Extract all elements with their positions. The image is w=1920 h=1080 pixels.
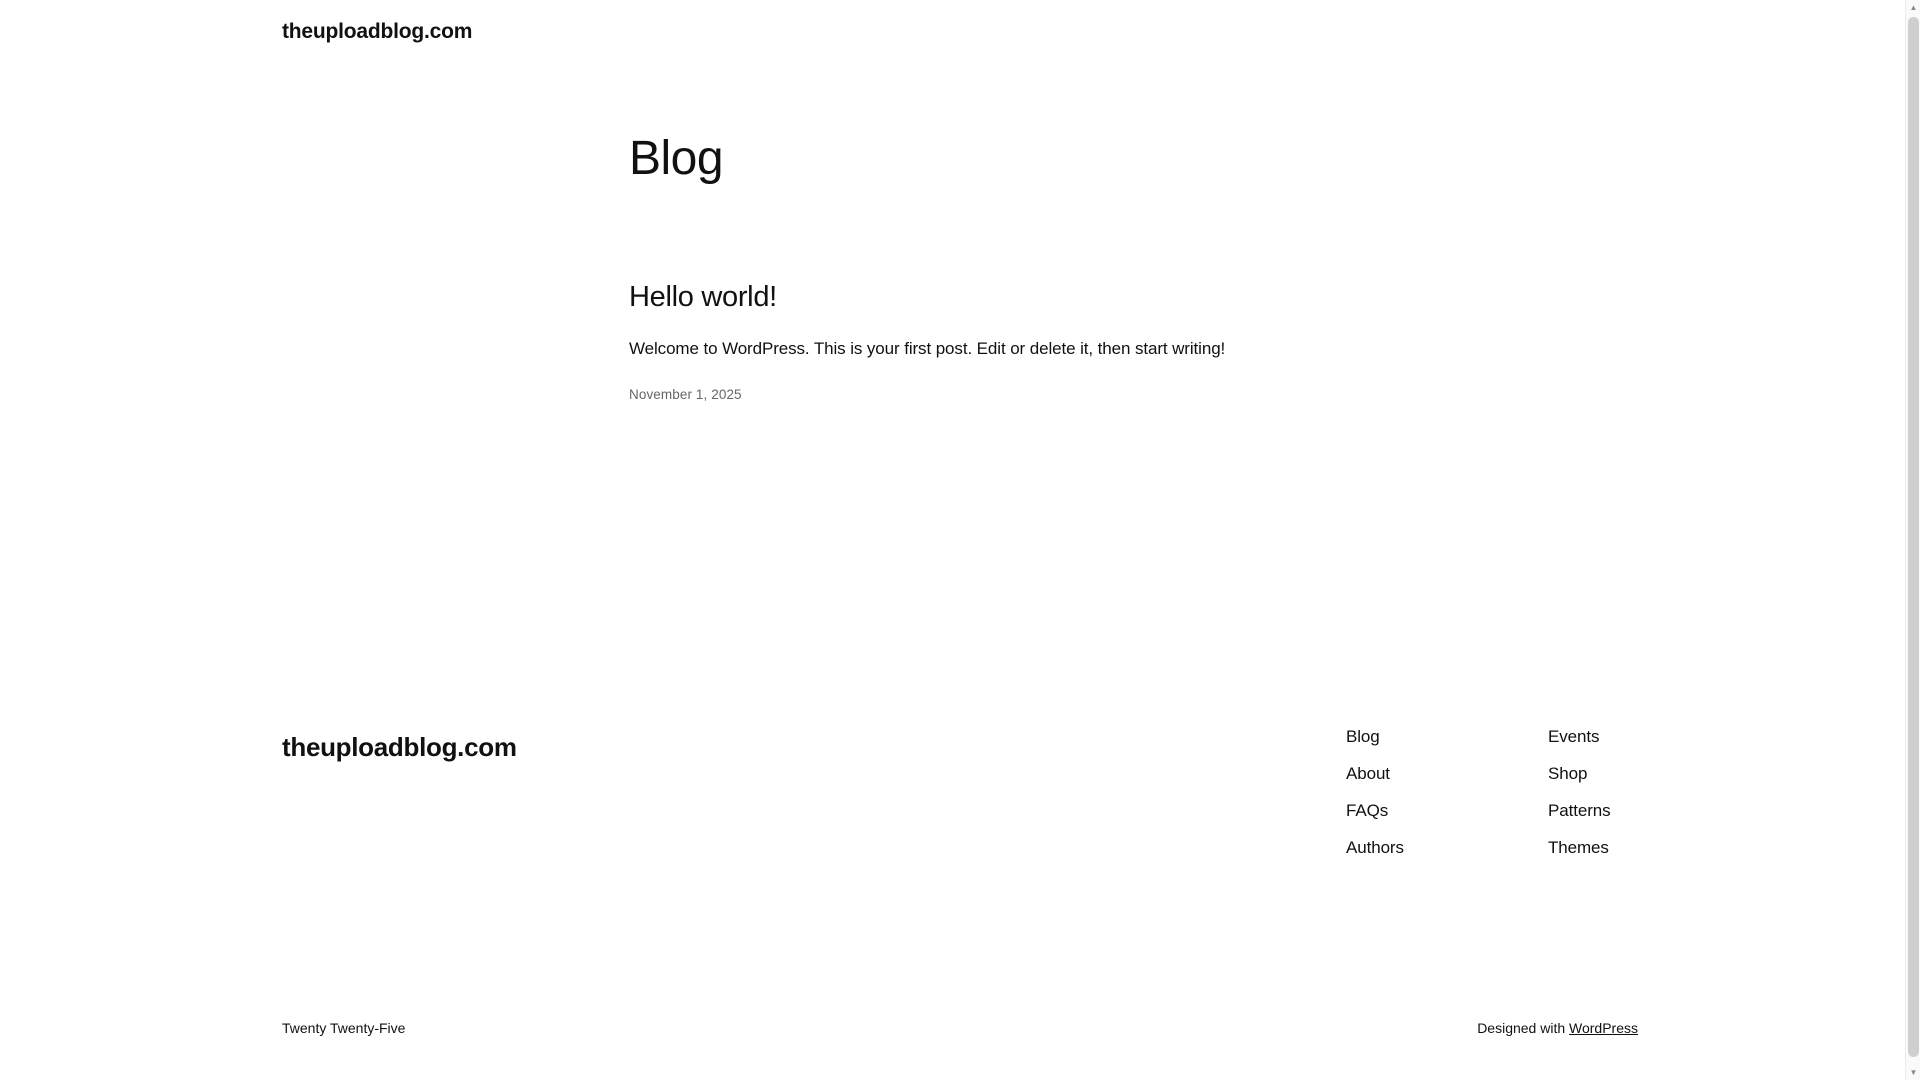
post-title <box>629 280 1329 315</box>
footer-link-patterns[interactable]: Patterns <box>1548 801 1611 820</box>
post-date: November 1, 2025 <box>629 387 742 403</box>
vertical-scrollbar[interactable] <box>1905 0 1920 1080</box>
wordpress-link[interactable]: WordPress <box>1569 1020 1638 1036</box>
footer-link-themes[interactable]: Themes <box>1548 838 1609 857</box>
post-item <box>629 280 1329 402</box>
footer-nav-column-1 <box>1346 728 1548 856</box>
site-header <box>0 0 1920 70</box>
theme-name: Twenty Twenty-Five <box>282 1020 406 1036</box>
footer-navigation <box>1346 728 1750 856</box>
post-excerpt: Welcome to WordPress. This is your first post. Edit or delete it, then start writing! <box>629 338 1226 358</box>
footer-link-about[interactable]: About <box>1346 764 1390 783</box>
scroll-down-arrow-icon[interactable]: ▼ <box>1909 1067 1918 1077</box>
footer-link-authors[interactable]: Authors <box>1346 838 1404 857</box>
page-title: Blog <box>629 132 724 185</box>
scrollbar-thumb[interactable] <box>1908 17 1919 1057</box>
footer-nav-column-2 <box>1548 728 1750 856</box>
footer-link-blog[interactable]: Blog <box>1346 727 1380 746</box>
scroll-up-arrow-icon[interactable]: ▲ <box>1909 2 1918 12</box>
footer-bottom-bar <box>0 1020 1920 1050</box>
footer-link-faqs[interactable]: FAQs <box>1346 801 1389 820</box>
site-title-link[interactable]: theuploadblog.com <box>282 20 473 43</box>
footer-credit-prefix: Designed with <box>1477 1020 1570 1036</box>
footer-credit <box>1477 1020 1638 1036</box>
footer-link-events[interactable]: Events <box>1548 727 1600 746</box>
footer-brand-link[interactable]: theuploadblog.com <box>282 732 517 762</box>
post-title-link[interactable]: Hello world! <box>629 281 777 313</box>
footer-link-shop[interactable]: Shop <box>1548 764 1588 783</box>
